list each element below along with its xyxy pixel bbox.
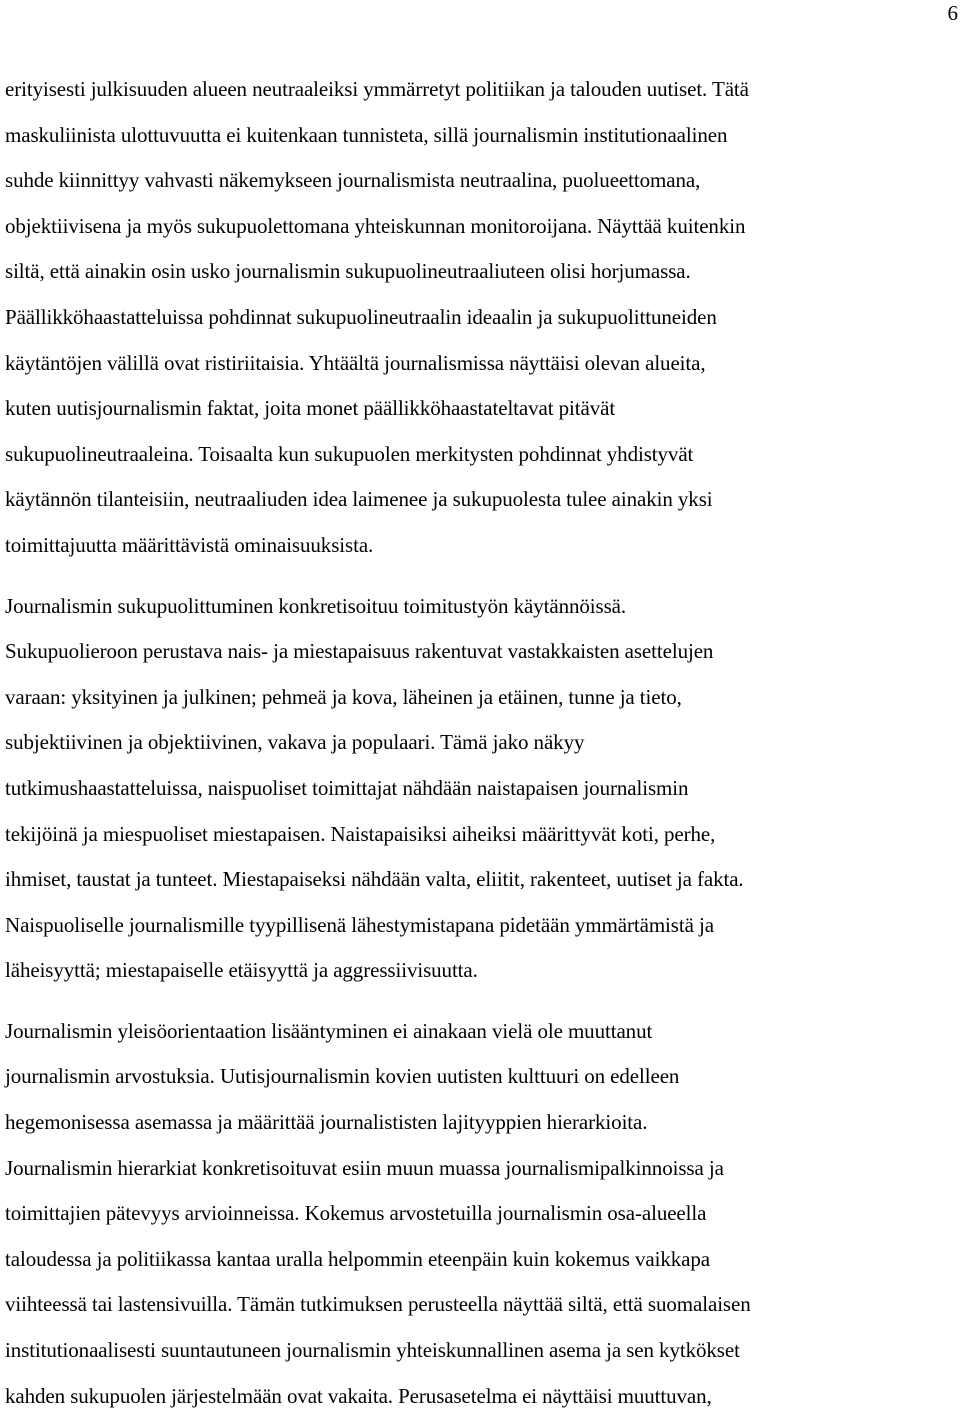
text-line: subjektiivinen ja objektiivinen, vakava ja populaari. Tämä jako näkyy bbox=[5, 730, 585, 755]
document-body bbox=[5, 69, 960, 1421]
text-line: ihmiset, taustat ja tunteet. Miestapaiseksi nähdään valta, eliitit, rakenteet, uutiset ja fakta. bbox=[5, 867, 744, 892]
text-line: tekijöinä ja miespuoliset miestapaisen. Naistapaisiksi aiheiksi määrittyvät koti, perhe, bbox=[5, 821, 716, 846]
text-line: siltä, että ainakin osin usko journalismin sukupuolineutraaliuteen olisi horjumassa. bbox=[5, 259, 691, 284]
text-line: erityisesti julkisuuden alueen neutraaleiksi ymmärretyt politiikan ja talouden uutiset. Tätä bbox=[5, 77, 749, 101]
text-line: toimittajuutta määrittävistä ominaisuuksista. bbox=[5, 532, 374, 557]
text-line: läheisyyttä; miestapaiselle etäisyyttä ja aggressiivisuutta. bbox=[5, 958, 478, 983]
text-line: tutkimushaastatteluissa, naispuoliset toimittajat nähdään naistapaisen journalismin bbox=[5, 775, 689, 800]
text-line: journalismin arvostuksia. Uutisjournalismin kovien uutisten kulttuuri on edelleen bbox=[5, 1064, 680, 1089]
text-line: Sukupuolieroon perustava nais- ja miestapaisuus rakentuvat vastakkaisten asettelujen bbox=[5, 639, 714, 664]
text-line: maskuliinista ulottuvuutta ei kuitenkaan tunnisteta, sillä journalismin institutionaalinen bbox=[5, 122, 728, 147]
text-line: käytännön tilanteisiin, neutraaliuden idea laimenee ja sukupuolesta tulee ainakin yksi bbox=[5, 487, 713, 512]
text-line: hegemonisessa asemassa ja määrittää journalististen lajityyppien hierarkioita. bbox=[5, 1110, 648, 1135]
text-line: Naispuoliselle journalismille tyypillisenä lähestymistapana pidetään ymmärtämistä ja bbox=[5, 912, 714, 937]
text-line: kuten uutisjournalismin faktat, joita monet päällikköhaastateltavat pitävät bbox=[5, 396, 616, 421]
text-line: Päällikköhaastatteluissa pohdinnat sukupuolineutraalin ideaalin ja sukupuolittuneiden bbox=[5, 304, 717, 329]
text-line: Journalismin hierarkiat konkretisoituvat esiin muun muassa journalismipalkinnoissa ja bbox=[5, 1155, 724, 1180]
text-line: sukupuolineutraaleina. Toisaalta kun sukupuolen merkitysten pohdinnat yhdistyvät bbox=[5, 441, 694, 466]
text-line: kahden sukupuolen järjestelmään ovat vakaita. Perusasetelma ei näyttäisi muuttuvan, bbox=[5, 1383, 712, 1408]
paragraph-spacer bbox=[5, 571, 960, 586]
text-line: käytäntöjen välillä ovat ristiriitaisia. Yhtäältä journalismissa näyttäisi olevan alueita, bbox=[5, 350, 706, 375]
text-line: institutionaalisesti suuntautuneen journalismin yhteiskunnallinen asema ja sen kytkökset bbox=[5, 1338, 740, 1363]
text-line: viihteessä tai lastensivuilla. Tämän tutkimuksen perusteella näyttää siltä, että suomalaisen bbox=[5, 1292, 751, 1317]
text-line: Journalismin sukupuolittuminen konkretisoituu toimitustyön käytännöissä. bbox=[5, 593, 627, 618]
paragraph-3 bbox=[5, 1011, 960, 1421]
text-line: varaan: yksityinen ja julkinen; pehmeä ja kova, läheinen ja etäinen, tunne ja tieto, bbox=[5, 684, 682, 709]
paragraph-1 bbox=[5, 69, 960, 571]
text-line: objektiivisena ja myös sukupuolettomana yhteiskunnan monitoroijana. Näyttää kuitenkin bbox=[5, 213, 746, 238]
text-line: taloudessa ja politiikassa kantaa uralla helpommin eteenpäin kuin kokemus vaikkapa bbox=[5, 1246, 711, 1271]
text-line: toimittajien pätevyys arvioinneissa. Kokemus arvostetuilla journalismin osa-alueella bbox=[5, 1201, 707, 1226]
text-line: Journalismin yleisöorientaation lisääntyminen ei ainakaan vielä ole muuttanut bbox=[5, 1018, 653, 1043]
paragraph-spacer bbox=[5, 996, 960, 1011]
page-number: 6 bbox=[947, 1, 958, 25]
paragraph-2 bbox=[5, 586, 960, 996]
text-line: suhde kiinnittyy vahvasti näkemykseen journalismista neutraalina, puolueettomana, bbox=[5, 168, 701, 193]
